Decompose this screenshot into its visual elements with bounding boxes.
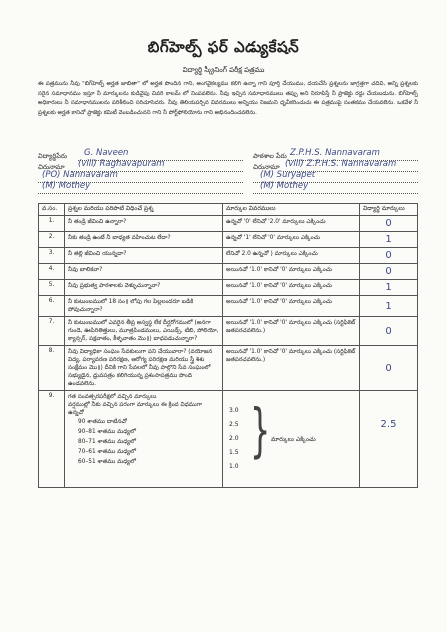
row-marks-rule: అయినచో '1.0' కానిచో '0' మార్కులు ఎక్కించు (సర్టిఫికెట్ జతపరచవలెను.) [223,346,360,391]
district-line [38,193,243,194]
table-row [39,317,418,346]
row-question: నీవు విద్యాధికా సంఘం సేవకులుగా పని చేయువారా? (వయోజన విద్య, పర్యావరణ పరిరక్షణ, ఆరోగ్య పరిరక్షణ మరియు స్త్రీ శిశు సంక్షేమం మొ॥) దీనికి గాని సేవలలో నీవు పాల్గొని సేవ సంఘంలో సభ్యుడైన, ధ్రువపత్రం కలిగియున్న ప్రశంసాపత్రము పొంది ఉండవలెను. [65,346,223,391]
address2-label: చిరునామా [253,163,280,171]
header-serial: వ.సం. [39,204,65,216]
range-item: 90–81 శాతము మధ్యలో [78,429,136,435]
row-question: నీకు తండ్రి ఉంటే నీ బాధ్యత వహించుట లేదా? [65,232,223,248]
row-number: 9. [39,391,65,488]
row-number: 5. [39,280,65,296]
range-item: 90 శాతము దాటినచో [78,419,127,425]
district2-value[interactable]: (M) Mothey [260,181,309,191]
row-marks-rule: అయినచో '1.0' కానిచో '0' మార్కులు ఎక్కించు [223,296,360,317]
last-question-sub: వర్షముల్లో నీకు వచ్చిన పరంగా మార్కులు ఈ క్రింద విధముగా ఉన్నచో [68,402,203,416]
scale-label: మార్కులు ఎక్కించు [271,436,316,443]
screening-table [38,203,418,488]
row-score[interactable]: 0 [360,248,418,264]
form-row-district [38,183,418,195]
table-row [39,248,418,264]
scale-value: 1.0 [229,463,239,470]
table-row [39,346,418,391]
address2-value[interactable]: (vill) Z.P.H.S. Nannavaram [285,159,397,169]
table-row-last [39,391,418,488]
scale-value: 1.5 [229,449,239,456]
row-number: 3. [39,248,65,264]
row-question: నీ కుటుంబములో ఎవరైన తీవ్ర అస్వస్థ లేక దీర్ఘరోగములో (అనగా గుండె, ఊపిరితిత్తులు, మూత్రపిండములు, ఎయిడ్స్, టిబి, పోలియో, క్యాన్సర్, పక్షవాతం, కీళ్ళవాతం మొ॥) బాధపడుచున్నారా? [65,317,223,346]
row-number: 2. [39,232,65,248]
header-student-marks: విద్యార్థి మార్కులు [360,204,418,216]
scale-value: 2.0 [229,435,239,442]
mandal2-value[interactable]: (M) Suryapet [260,170,316,180]
table-row [39,232,418,248]
row-marks-rule [223,391,360,488]
school-name-label: పాఠశాల పేరు [253,152,287,160]
row-score[interactable]: 1 [360,280,418,296]
last-question-title: గత సంవత్సరపరీక్షలో వచ్చిన మార్కులు [68,394,157,400]
row-question: నీవు బాలికవా? [65,264,223,280]
header-question: ప్రశ్నల మరియు పరిపాటి విధించే ప్రశ్న [65,204,223,216]
table-row [39,216,418,232]
district2-line [253,193,418,194]
row-score[interactable]: 0 [360,264,418,280]
table-header-row [39,204,418,216]
school-name-value[interactable]: Z.P.H.S. Nannavaram [290,148,380,158]
brace-icon: } [250,396,271,464]
student-name-label: విద్యార్థిపేరు [38,152,67,160]
address-value[interactable]: (vill) Raghavapuram [78,159,165,169]
page-title: బిగ్‌హెల్ప్ ఫర్ ఎడ్యుకేషన్ [147,38,300,56]
row-marks-rule: ఉన్నచో '0' లేనిచో '2.0' మార్కులు ఎక్కించు [223,216,360,232]
row-question [65,391,223,488]
row-score[interactable]: 0 [360,346,418,391]
row-marks-rule: ఉన్నచో '1' లేనిచో '0' మార్కులు ఎక్కించు [223,232,360,248]
row-marks-rule: అయినచో '1.0' కానిచో '0' మార్కులు ఎక్కించు [223,280,360,296]
row-question: నీవు ప్రభుత్వ పాఠశాలకు వెళ్ళుచున్నావా? [65,280,223,296]
range-item: 80–71 శాతము మధ్యలో [78,439,136,445]
table-row [39,296,418,317]
range-item: 70–61 శాతము మధ్యలో [78,449,136,455]
row-question: నీ తండ్రి జీవించి ఉన్నారా? [65,216,223,232]
header-marks-details: మార్కుల వివరములు [223,204,360,216]
row-number: 4. [39,264,65,280]
row-score[interactable]: 0 [360,216,418,232]
marks-scale [226,393,356,485]
row-score[interactable]: 0 [360,317,418,346]
row-number: 1. [39,216,65,232]
range-item: 60–51 శాతము మధ్యలో [78,459,136,465]
mandal-value[interactable]: (PO) Nannavaram [42,170,118,180]
scale-value: 2.5 [229,421,239,428]
table-row [39,280,418,296]
row-score[interactable]: 1 [360,232,418,248]
row-marks-rule: అయినచో '1.0' కానిచో '0' మార్కులు ఎక్కించు (సర్టిఫికెట్ జతపరచవలెను.) [223,317,360,346]
row-number: 6. [39,296,65,317]
row-question: నీ కుటుంబములో 18 సం॥ లోపు గల పిల్లలందరూ బడికి పోవుచున్నారా? [65,296,223,317]
row-question: నీ తల్లి జీవించి యున్నదా? [65,248,223,264]
row-score[interactable]: 2.5 [360,391,418,488]
row-number: 8. [39,346,65,391]
intro-paragraph: ఈ పత్రమును నీవు "బిగ్‌హెల్ప్ అర్హత జాబితా" లో అర్హత పొందిన గాని, అంగవైకల్యము కలిగి ఉన్నా గాని పూర్తి చేయుము, దయచేసి ప్రశ్నలను జాగ్రత్తగా చదివి, అన్ని ప్రశ్నలకు సరైన సమాధానము ఇస్తూ నీ మార్కులను కుడివైపు చివరి కాలమ్ లో నింపవలెను. నీవు ఇచ్చిన సమాధానములు తప్పు అని నిరూపిస్తే నీ ప్రాజెక్టు రద్దు చేయబడును. బిగ్‌హెల్ప్ అధికారులు నీ సమాధానములను పరిశీలించి సరిచూసెదరు. నీవు తెలియపర్చిన వివరములు అన్నియు నిజమని ధృవీకరించుచు ఈ పత్రముపై సంతకము చేయవలెను. ఒకవేళ నీ ప్రశ్నలకు అర్హత కానిచో ప్రాజెక్టు కమిటీ వెంబడించునని గాని నీ పోర్ట్‌ఫోలియోను గాని అభినందించవలెను. [38,81,418,116]
scale-value: 3.0 [229,407,239,414]
row-number: 7. [39,317,65,346]
row-marks-rule: అయినచో '1.0' కానిచో '0' మార్కులు ఎక్కించు [223,264,360,280]
address-label: చిరునామా [38,163,65,171]
page-subtitle: విద్యార్థి స్క్రీనింగ్ పరీక్ష పత్రము [182,66,265,74]
table-row [39,264,418,280]
district-value[interactable]: (M) Mothey [42,181,91,191]
student-name-value[interactable]: G. Naveen [84,148,129,158]
row-marks-rule: లేనిచో 2.0 ఉన్నచో ) మార్కులు ఎక్కించు [223,248,360,264]
row-score[interactable]: 1 [360,296,418,317]
